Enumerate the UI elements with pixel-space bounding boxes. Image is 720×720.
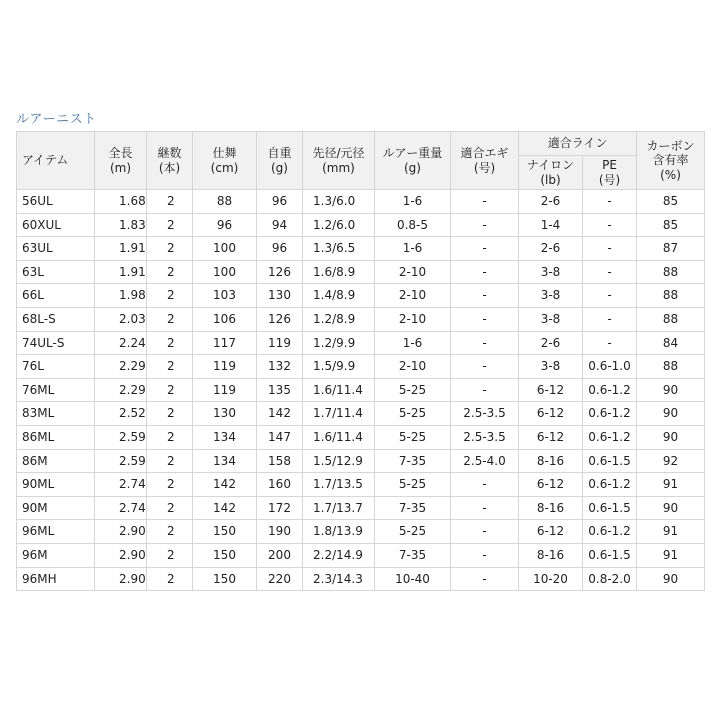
cell-carbon: 92 <box>637 449 705 473</box>
cell-lure: 2-10 <box>375 307 451 331</box>
table-row <box>17 307 705 331</box>
cell-egi: - <box>451 378 519 402</box>
cell-diameter: 1.2/9.9 <box>303 331 375 355</box>
cell-pieces: 2 <box>147 237 193 261</box>
cell-egi: 2.5-3.5 <box>451 402 519 426</box>
cell-pieces: 2 <box>147 331 193 355</box>
cell-closed: 117 <box>193 331 257 355</box>
cell-diameter: 1.7/13.7 <box>303 496 375 520</box>
cell-egi: - <box>451 473 519 497</box>
cell-weight: 200 <box>257 543 303 567</box>
cell-egi: - <box>451 520 519 544</box>
cell-weight: 130 <box>257 284 303 308</box>
cell-closed: 88 <box>193 190 257 214</box>
cell-carbon: 91 <box>637 473 705 497</box>
cell-weight: 135 <box>257 378 303 402</box>
cell-egi: - <box>451 543 519 567</box>
cell-weight: 142 <box>257 402 303 426</box>
cell-nylon: 6-12 <box>519 402 583 426</box>
cell-nylon: 2-6 <box>519 237 583 261</box>
cell-lure: 2-10 <box>375 260 451 284</box>
cell-pieces: 2 <box>147 260 193 284</box>
cell-nylon: 3-8 <box>519 260 583 284</box>
cell-pieces: 2 <box>147 284 193 308</box>
cell-closed: 119 <box>193 378 257 402</box>
cell-item: 66L <box>17 284 95 308</box>
cell-length: 2.74 <box>95 496 147 520</box>
cell-weight: 158 <box>257 449 303 473</box>
table-row <box>17 378 705 402</box>
cell-diameter: 1.6/11.4 <box>303 378 375 402</box>
cell-pieces: 2 <box>147 520 193 544</box>
cell-nylon: 6-12 <box>519 425 583 449</box>
cell-pe: 0.6-1.2 <box>583 425 637 449</box>
col-header-lure: ルアー重量 (g) <box>375 132 451 190</box>
cell-pieces: 2 <box>147 355 193 379</box>
cell-nylon: 2-6 <box>519 331 583 355</box>
cell-nylon: 3-8 <box>519 284 583 308</box>
table-row <box>17 284 705 308</box>
cell-lure: 7-35 <box>375 543 451 567</box>
col-header-diameter: 先径/元径 (mm) <box>303 132 375 190</box>
cell-pe: - <box>583 284 637 308</box>
col-header-line: 適合ライン <box>519 132 637 156</box>
cell-closed: 103 <box>193 284 257 308</box>
cell-lure: 5-25 <box>375 473 451 497</box>
cell-carbon: 90 <box>637 378 705 402</box>
table-row <box>17 473 705 497</box>
cell-egi: 2.5-4.0 <box>451 449 519 473</box>
cell-pe: - <box>583 307 637 331</box>
cell-length: 2.90 <box>95 543 147 567</box>
table-row <box>17 425 705 449</box>
cell-item: 74UL-S <box>17 331 95 355</box>
cell-lure: 1-6 <box>375 331 451 355</box>
cell-item: 90M <box>17 496 95 520</box>
cell-closed: 100 <box>193 260 257 284</box>
cell-length: 2.24 <box>95 331 147 355</box>
col-header-pieces: 継数 (本) <box>147 132 193 190</box>
cell-length: 2.59 <box>95 425 147 449</box>
col-header-weight: 自重 (g) <box>257 132 303 190</box>
cell-egi: - <box>451 331 519 355</box>
cell-item: 86M <box>17 449 95 473</box>
table-row <box>17 213 705 237</box>
cell-diameter: 1.5/9.9 <box>303 355 375 379</box>
cell-nylon: 2-6 <box>519 190 583 214</box>
cell-pe: 0.6-1.2 <box>583 378 637 402</box>
col-header-length: 全長 (m) <box>95 132 147 190</box>
table-row <box>17 237 705 261</box>
cell-pieces: 2 <box>147 496 193 520</box>
cell-length: 1.68 <box>95 190 147 214</box>
cell-nylon: 6-12 <box>519 520 583 544</box>
cell-carbon: 91 <box>637 520 705 544</box>
cell-carbon: 88 <box>637 260 705 284</box>
cell-egi: - <box>451 260 519 284</box>
table-row <box>17 496 705 520</box>
cell-carbon: 90 <box>637 425 705 449</box>
cell-lure: 5-25 <box>375 402 451 426</box>
cell-egi: - <box>451 307 519 331</box>
cell-pe: 0.8-2.0 <box>583 567 637 591</box>
col-header-pe: PE (号) <box>583 156 637 190</box>
cell-lure: 2-10 <box>375 355 451 379</box>
cell-pieces: 2 <box>147 213 193 237</box>
col-header-carbon: カーボン 含有率 (%) <box>637 132 705 190</box>
cell-pieces: 2 <box>147 190 193 214</box>
cell-nylon: 6-12 <box>519 378 583 402</box>
cell-carbon: 90 <box>637 567 705 591</box>
cell-item: 56UL <box>17 190 95 214</box>
cell-diameter: 2.3/14.3 <box>303 567 375 591</box>
cell-closed: 130 <box>193 402 257 426</box>
cell-closed: 119 <box>193 355 257 379</box>
cell-lure: 7-35 <box>375 496 451 520</box>
cell-weight: 147 <box>257 425 303 449</box>
cell-closed: 134 <box>193 425 257 449</box>
cell-pieces: 2 <box>147 449 193 473</box>
cell-closed: 106 <box>193 307 257 331</box>
cell-pe: - <box>583 213 637 237</box>
cell-length: 2.29 <box>95 378 147 402</box>
cell-diameter: 1.6/11.4 <box>303 425 375 449</box>
col-header-egi: 適合エギ (号) <box>451 132 519 190</box>
cell-nylon: 3-8 <box>519 307 583 331</box>
cell-weight: 119 <box>257 331 303 355</box>
cell-item: 83ML <box>17 402 95 426</box>
cell-pe: - <box>583 331 637 355</box>
cell-diameter: 1.2/6.0 <box>303 213 375 237</box>
table-row <box>17 449 705 473</box>
cell-nylon: 10-20 <box>519 567 583 591</box>
cell-pieces: 2 <box>147 425 193 449</box>
cell-nylon: 6-12 <box>519 473 583 497</box>
table-row <box>17 543 705 567</box>
cell-lure: 5-25 <box>375 520 451 544</box>
cell-item: 63L <box>17 260 95 284</box>
cell-pieces: 2 <box>147 473 193 497</box>
cell-diameter: 1.3/6.0 <box>303 190 375 214</box>
cell-egi: - <box>451 567 519 591</box>
cell-egi: - <box>451 284 519 308</box>
cell-diameter: 1.8/13.9 <box>303 520 375 544</box>
cell-carbon: 88 <box>637 284 705 308</box>
cell-length: 2.59 <box>95 449 147 473</box>
cell-length: 1.91 <box>95 260 147 284</box>
cell-egi: - <box>451 190 519 214</box>
cell-lure: 1-6 <box>375 237 451 261</box>
cell-diameter: 1.4/8.9 <box>303 284 375 308</box>
cell-egi: - <box>451 496 519 520</box>
cell-pieces: 2 <box>147 543 193 567</box>
cell-pe: 0.6-1.2 <box>583 520 637 544</box>
cell-length: 2.90 <box>95 567 147 591</box>
cell-item: 68L-S <box>17 307 95 331</box>
cell-carbon: 84 <box>637 331 705 355</box>
cell-length: 1.98 <box>95 284 147 308</box>
cell-weight: 96 <box>257 190 303 214</box>
cell-diameter: 1.2/8.9 <box>303 307 375 331</box>
cell-pieces: 2 <box>147 378 193 402</box>
header-row <box>17 132 705 156</box>
cell-lure: 10-40 <box>375 567 451 591</box>
cell-carbon: 90 <box>637 402 705 426</box>
cell-pe: 0.6-1.5 <box>583 449 637 473</box>
cell-pe: - <box>583 190 637 214</box>
cell-closed: 134 <box>193 449 257 473</box>
cell-nylon: 8-16 <box>519 449 583 473</box>
cell-item: 76ML <box>17 378 95 402</box>
section-title: ルアーニスト <box>16 112 97 127</box>
cell-weight: 190 <box>257 520 303 544</box>
cell-weight: 160 <box>257 473 303 497</box>
cell-weight: 132 <box>257 355 303 379</box>
col-header-closed: 仕舞 (cm) <box>193 132 257 190</box>
table-row <box>17 520 705 544</box>
cell-pe: - <box>583 260 637 284</box>
cell-lure: 5-25 <box>375 378 451 402</box>
cell-carbon: 91 <box>637 543 705 567</box>
cell-length: 2.90 <box>95 520 147 544</box>
cell-item: 96MH <box>17 567 95 591</box>
table-row <box>17 331 705 355</box>
cell-closed: 142 <box>193 496 257 520</box>
cell-pieces: 2 <box>147 567 193 591</box>
cell-carbon: 85 <box>637 190 705 214</box>
cell-item: 86ML <box>17 425 95 449</box>
cell-weight: 96 <box>257 237 303 261</box>
cell-closed: 150 <box>193 543 257 567</box>
table-row <box>17 260 705 284</box>
cell-item: 76L <box>17 355 95 379</box>
cell-lure: 7-35 <box>375 449 451 473</box>
cell-pe: - <box>583 237 637 261</box>
table-row <box>17 355 705 379</box>
cell-item: 63UL <box>17 237 95 261</box>
cell-diameter: 2.2/14.9 <box>303 543 375 567</box>
cell-nylon: 8-16 <box>519 543 583 567</box>
cell-diameter: 1.5/12.9 <box>303 449 375 473</box>
cell-length: 2.29 <box>95 355 147 379</box>
cell-lure: 1-6 <box>375 190 451 214</box>
cell-carbon: 85 <box>637 213 705 237</box>
cell-closed: 150 <box>193 567 257 591</box>
cell-item: 60XUL <box>17 213 95 237</box>
table-row <box>17 190 705 214</box>
cell-closed: 96 <box>193 213 257 237</box>
cell-item: 96M <box>17 543 95 567</box>
cell-weight: 126 <box>257 260 303 284</box>
cell-carbon: 88 <box>637 307 705 331</box>
cell-nylon: 3-8 <box>519 355 583 379</box>
cell-length: 1.83 <box>95 213 147 237</box>
cell-item: 90ML <box>17 473 95 497</box>
cell-carbon: 87 <box>637 237 705 261</box>
table-row <box>17 567 705 591</box>
cell-weight: 126 <box>257 307 303 331</box>
col-header-item: アイテム <box>17 132 95 190</box>
cell-egi: - <box>451 213 519 237</box>
cell-item: 96ML <box>17 520 95 544</box>
cell-pe: 0.6-1.5 <box>583 496 637 520</box>
spec-table <box>16 131 705 591</box>
cell-closed: 150 <box>193 520 257 544</box>
cell-diameter: 1.7/11.4 <box>303 402 375 426</box>
cell-lure: 2-10 <box>375 284 451 308</box>
cell-pieces: 2 <box>147 307 193 331</box>
cell-weight: 172 <box>257 496 303 520</box>
cell-length: 1.91 <box>95 237 147 261</box>
cell-weight: 94 <box>257 213 303 237</box>
col-header-nylon: ナイロン (lb) <box>519 156 583 190</box>
cell-egi: 2.5-3.5 <box>451 425 519 449</box>
cell-lure: 0.8-5 <box>375 213 451 237</box>
cell-closed: 100 <box>193 237 257 261</box>
cell-diameter: 1.7/13.5 <box>303 473 375 497</box>
cell-closed: 142 <box>193 473 257 497</box>
cell-pe: 0.6-1.2 <box>583 402 637 426</box>
cell-length: 2.52 <box>95 402 147 426</box>
cell-carbon: 90 <box>637 496 705 520</box>
cell-diameter: 1.6/8.9 <box>303 260 375 284</box>
cell-lure: 5-25 <box>375 425 451 449</box>
cell-length: 2.03 <box>95 307 147 331</box>
spec-table-body <box>17 190 705 591</box>
cell-pieces: 2 <box>147 402 193 426</box>
cell-weight: 220 <box>257 567 303 591</box>
cell-nylon: 8-16 <box>519 496 583 520</box>
cell-pe: 0.6-1.0 <box>583 355 637 379</box>
cell-length: 2.74 <box>95 473 147 497</box>
cell-pe: 0.6-1.2 <box>583 473 637 497</box>
cell-nylon: 1-4 <box>519 213 583 237</box>
cell-diameter: 1.3/6.5 <box>303 237 375 261</box>
cell-pe: 0.6-1.5 <box>583 543 637 567</box>
cell-egi: - <box>451 237 519 261</box>
cell-egi: - <box>451 355 519 379</box>
cell-carbon: 88 <box>637 355 705 379</box>
table-row <box>17 402 705 426</box>
